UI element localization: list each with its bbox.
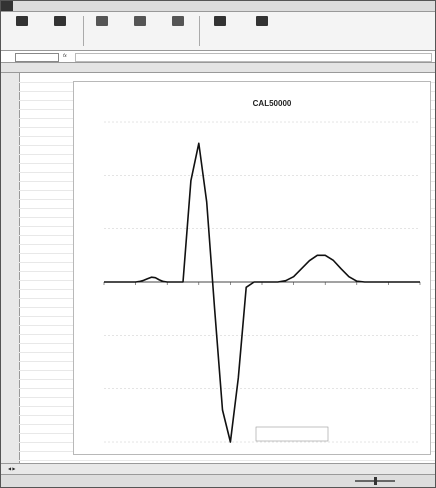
formula-bar bbox=[1, 51, 435, 63]
ribbon bbox=[1, 12, 435, 51]
ribbon-button-3[interactable] bbox=[87, 16, 117, 28]
chart-area[interactable] bbox=[73, 81, 431, 455]
column-header-row bbox=[1, 63, 435, 73]
status-bar bbox=[1, 474, 435, 488]
format-icon bbox=[256, 16, 268, 26]
ribbon-button-4[interactable] bbox=[125, 16, 155, 28]
formula-input[interactable] bbox=[75, 53, 432, 62]
chart-title: CAL50000 bbox=[252, 99, 292, 108]
ribbon-separator bbox=[83, 16, 84, 46]
ribbon-button-5[interactable] bbox=[163, 16, 193, 28]
move-chart-icon bbox=[214, 16, 226, 26]
select-data-icon bbox=[96, 16, 108, 26]
chart-svg bbox=[74, 82, 430, 454]
ribbon-separator bbox=[199, 16, 200, 46]
fx-icon[interactable]: fx bbox=[63, 53, 67, 58]
tab-2[interactable] bbox=[13, 4, 21, 9]
legend-box bbox=[256, 427, 328, 441]
ribbon-tabs bbox=[1, 1, 435, 12]
chart-type-icon bbox=[16, 16, 28, 26]
zoom-slider-knob[interactable] bbox=[374, 477, 377, 485]
series-line bbox=[104, 143, 420, 442]
ribbon-button-1[interactable] bbox=[7, 16, 37, 28]
ribbon-button-6[interactable] bbox=[205, 16, 235, 28]
ribbon-button-7[interactable] bbox=[247, 16, 277, 28]
name-box[interactable] bbox=[15, 53, 59, 62]
switch-row-column-icon bbox=[54, 16, 66, 26]
sheet-nav-arrows[interactable]: ◀ ▶ bbox=[8, 466, 16, 471]
ribbon-button-8[interactable] bbox=[261, 34, 321, 46]
ribbon-button-2[interactable] bbox=[45, 16, 75, 28]
tab-file[interactable] bbox=[1, 1, 13, 11]
sheet-tab-bar bbox=[1, 463, 435, 474]
chart-style-icon bbox=[172, 16, 184, 26]
layout-icon bbox=[134, 16, 146, 26]
